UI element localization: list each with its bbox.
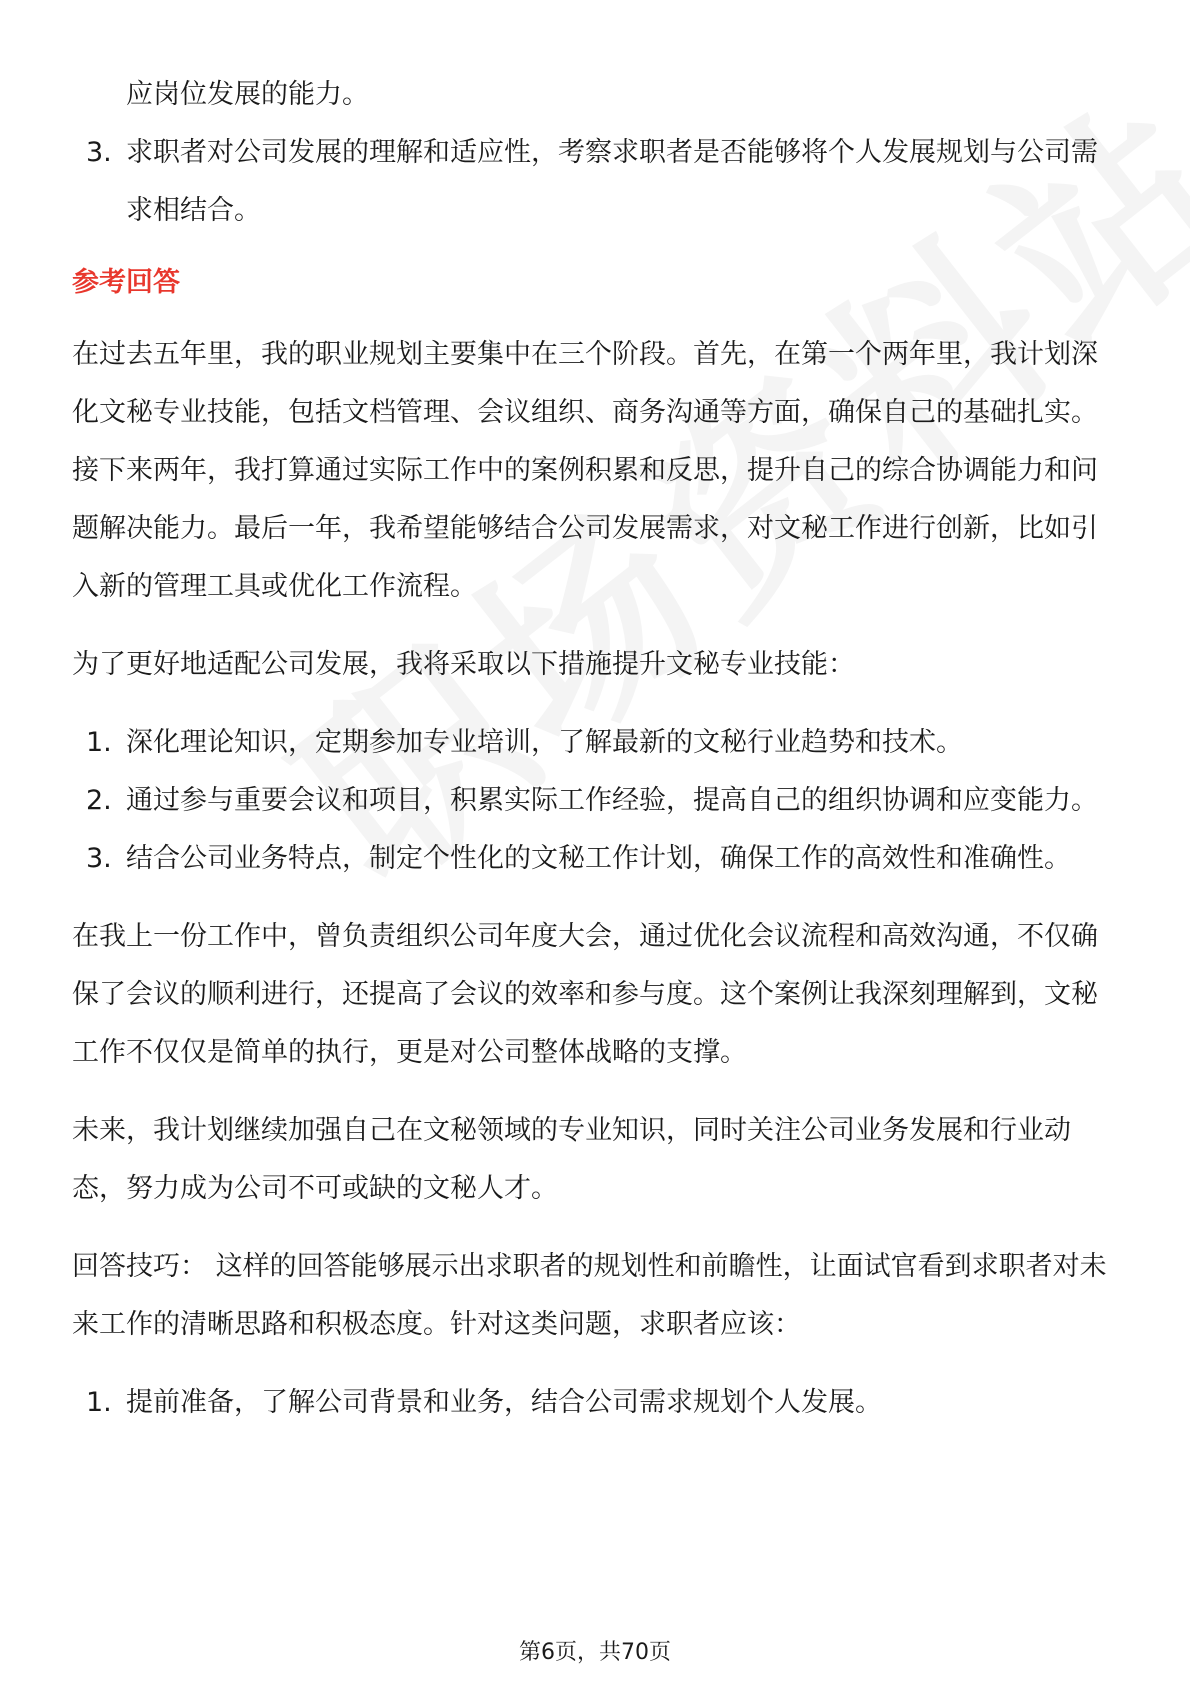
list-text: 深化理论知识，定期参加专业培训，了解最新的文秘行业趋势和技术。 <box>126 727 963 758</box>
paragraph: 未来，我计划继续加强自己在文秘领域的专业知识，同时关注公司业务发展和行业动态，努力成为公司不可或缺的文秘人才。 <box>72 1115 1071 1204</box>
list-text: 求职者对公司发展的理解和适应性，考察求职者是否能够将个人发展规划与公司需求相结合。 <box>126 137 1098 226</box>
list-text: 结合公司业务特点，制定个性化的文秘工作计划，确保工作的高效性和准确性。 <box>126 843 1071 874</box>
paragraph: 在过去五年里，我的职业规划主要集中在三个阶段。首先，在第一个两年里，我计划深化文秘专业技能，包括文档管理、会议组织、商务沟通等方面，确保自己的基础扎实。接下来两年，我打算通过实际工作中的案例积累和反思，提升自己的综合协调能力和问题解决能力。最后一年，我希望能够结合公司发展需求，对文秘工作进行创新，比如引入新的管理工具或优化工作流程。 <box>72 339 1098 602</box>
list-number: 3. <box>86 843 112 874</box>
list-item <box>72 772 1122 830</box>
paragraph: 回答技巧： 这样的回答能够展示出求职者的规划性和前瞻性，让面试官看到求职者对未来工作的清晰思路和积极态度。针对这类问题，求职者应该： <box>72 1251 1107 1340</box>
list-number: 1. <box>86 727 112 758</box>
section-heading: 参考回答 <box>72 267 180 298</box>
list-text: 通过参与重要会议和项目，积累实际工作经验，提高自己的组织协调和应变能力。 <box>126 785 1098 816</box>
list-item <box>72 830 1122 888</box>
list-number: 2. <box>86 785 112 816</box>
list-item <box>72 714 1122 772</box>
list-item <box>72 1374 1122 1432</box>
paragraph: 在我上一份工作中，曾负责组织公司年度大会，通过优化会议流程和高效沟通，不仅确保了会议的顺利进行，还提高了会议的效率和参与度。这个案例让我深刻理解到，文秘工作不仅仅是简单的执行，更是对公司整体战略的支撑。 <box>72 921 1098 1068</box>
list-text: 应岗位发展的能力。 <box>126 79 369 110</box>
list-number: 3. <box>86 137 112 168</box>
list-item <box>72 124 1122 240</box>
paragraph: 为了更好地适配公司发展，我将采取以下措施提升文秘专业技能： <box>72 649 855 680</box>
page-footer: 第6页，共70页 <box>519 1640 671 1665</box>
list-item <box>72 66 1122 124</box>
document-body <box>72 66 1122 1432</box>
list-text: 提前准备，了解公司背景和业务，结合公司需求规划个人发展。 <box>126 1387 882 1418</box>
list-number: 1. <box>86 1387 112 1418</box>
